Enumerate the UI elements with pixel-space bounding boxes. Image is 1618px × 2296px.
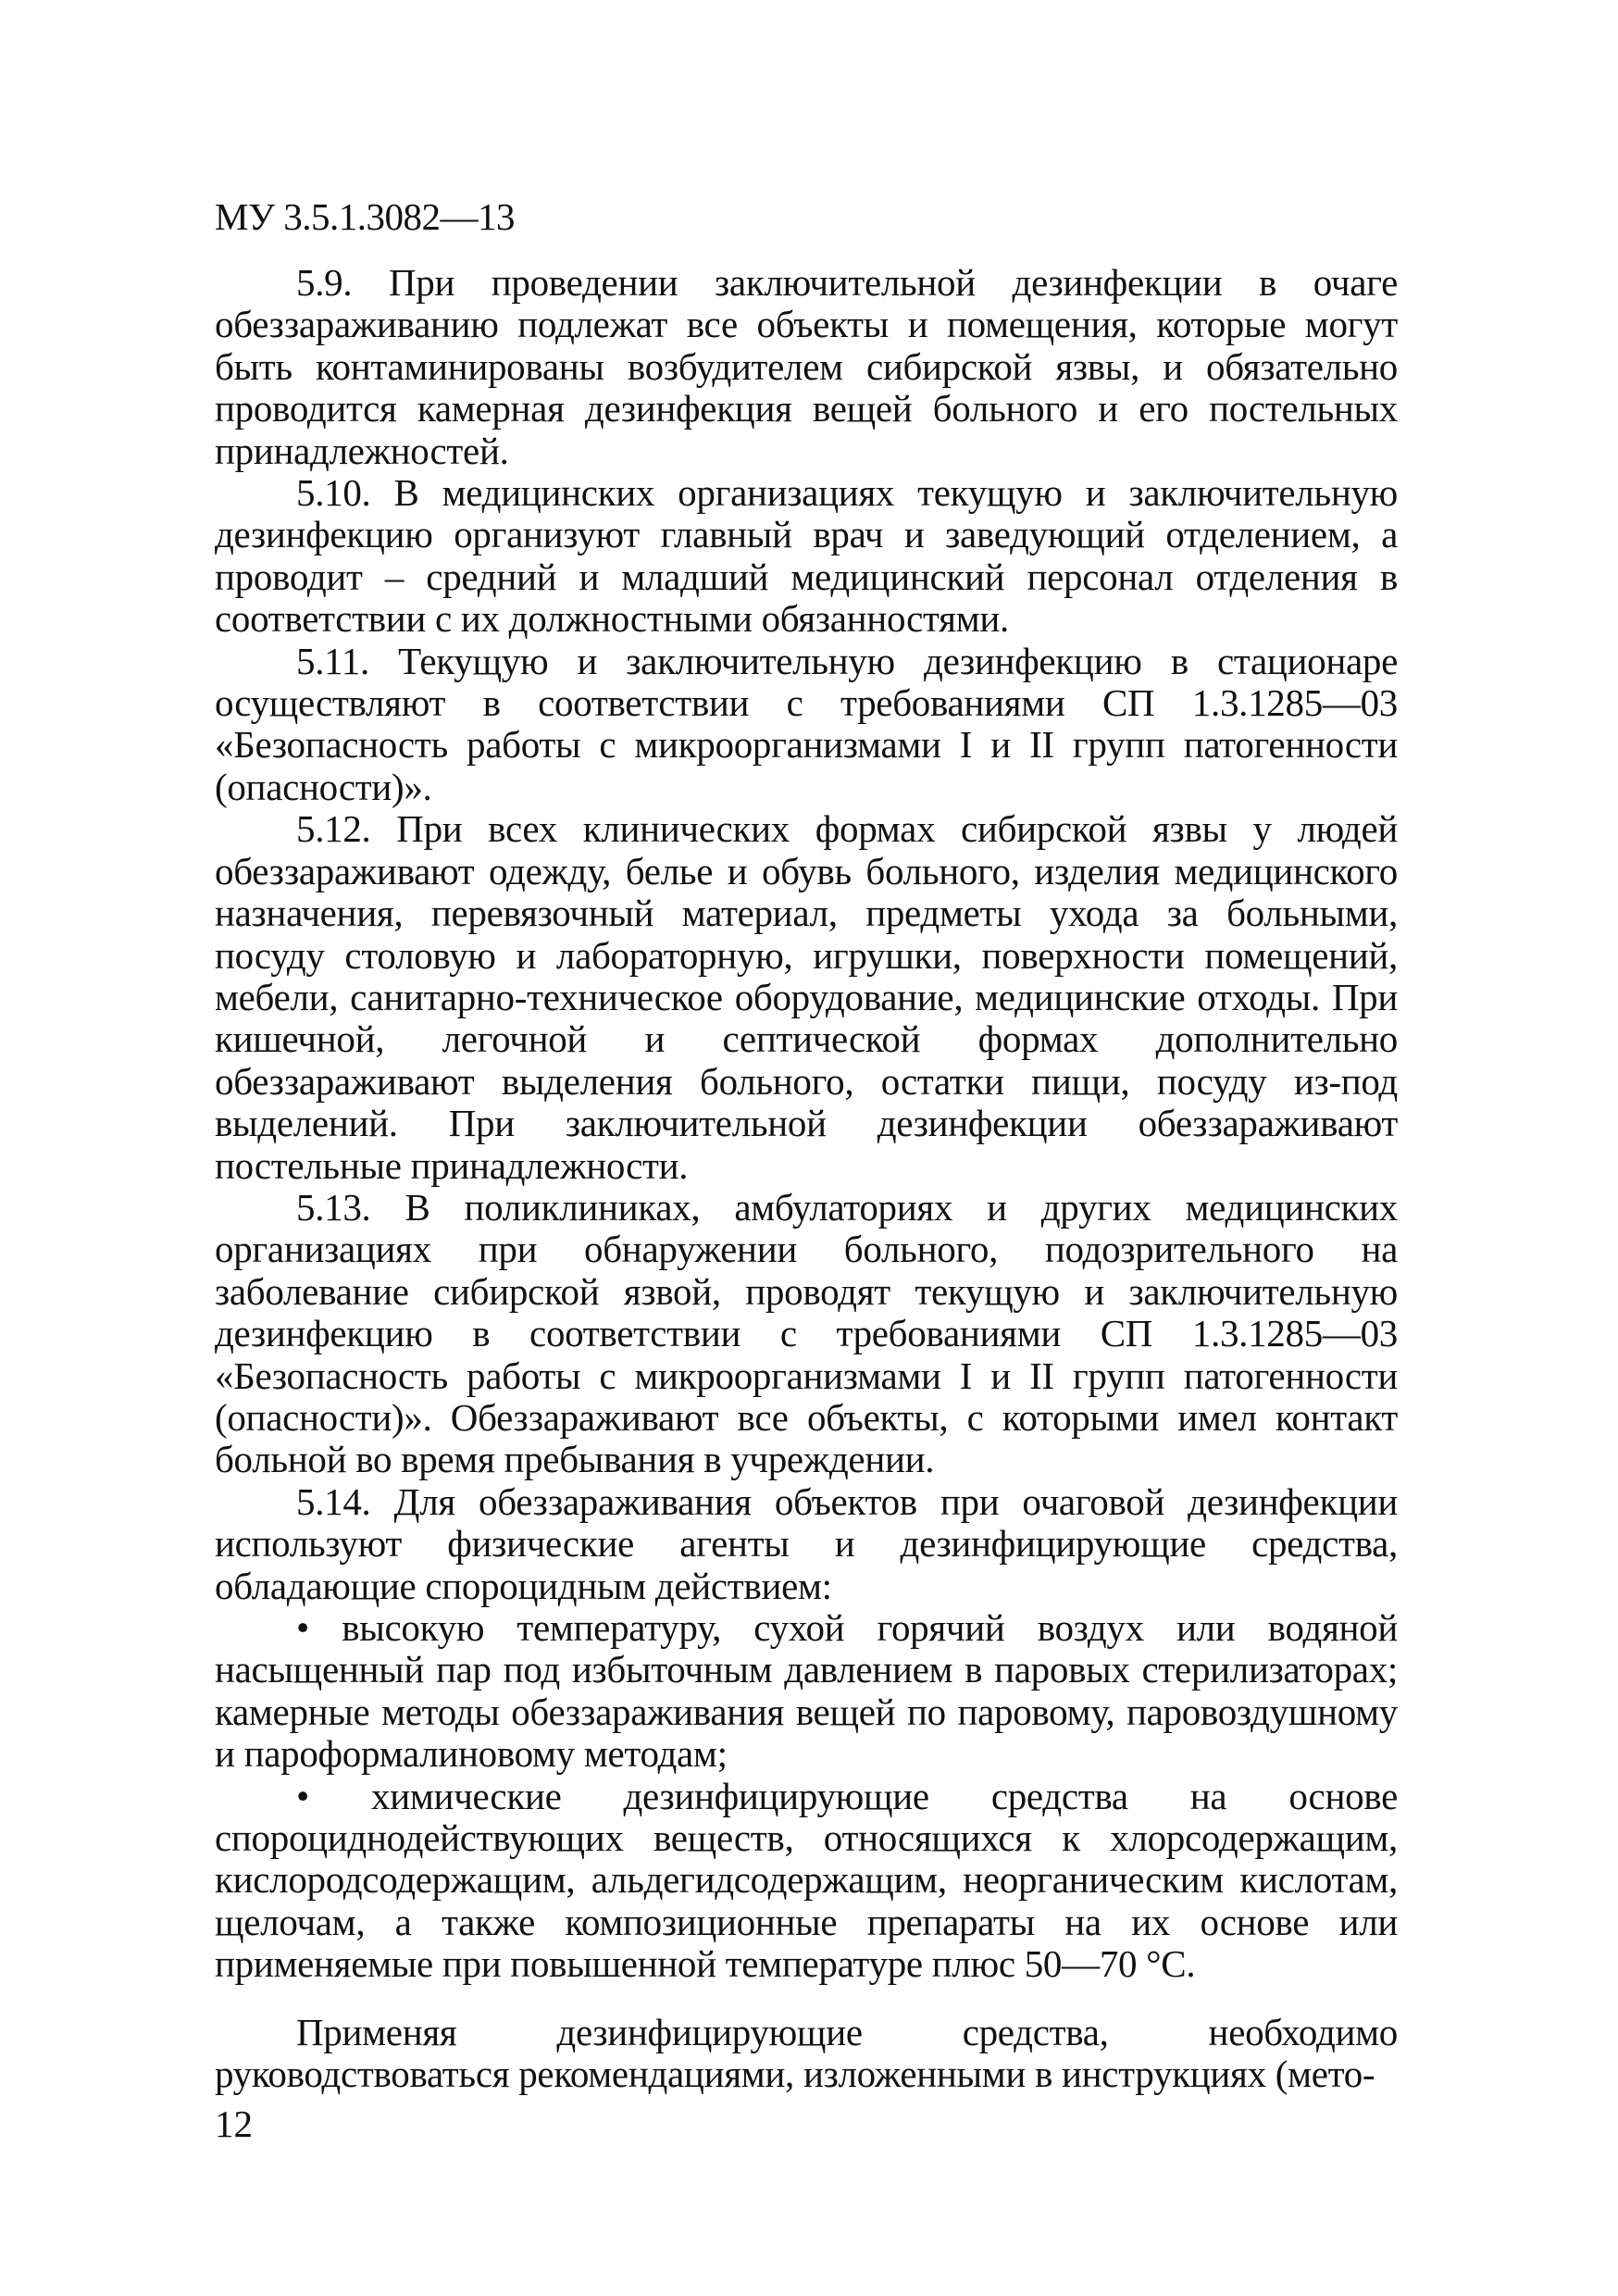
paragraph-5-11: 5.11. Текущую и заключительную дезинфекцию в стационаре осуществляют в соответствии с требованиями СП 1.3.1285—03 «Безопасность работы с микроорганизмами I и II групп патогенности (опасности)».	[215, 639, 1398, 808]
paragraph-5-13: 5.13. В поликлиниках, амбулаториях и других медицинских организациях при обнаружении больного, подозрительного на заболевание сибирской язвой, проводят текущую и заключительную дезинфекцию в соответствии с требованиями СП 1.3.1285—03 «Безопасность работы с микроорганизмами I и II групп патогенности (опасности)». Обеззараживают все объекты, с которыми имел контакт больной во время пребывания в учреждении.	[215, 1185, 1398, 1481]
paragraph-5-10: 5.10. В медицинских организациях текущую и заключительную дезинфекцию организуют главный врач и заведующий отделением, а проводит – средний и младший медицинский персонал отделения в соответствии с их должностными обязанностями.	[215, 471, 1398, 641]
page-number: 12	[215, 2103, 253, 2145]
bullet-item-high-temperature: • высокую температуру, сухой горячий воздух или водяной насыщенный пар под избыточным давлением в паровых стерилизаторах; камерные методы обеззараживания вещей по паровому, паровоздушному и пароформалиновому методам;	[215, 1606, 1398, 1776]
bullet-item-chemical-agents: • химические дезинфицирующие средства на основе спороциднодействующих веществ, относящихся к хлорсодержащим, кислородсодержащим, альдегидсодержащим, неорганическим кислотам, щелочам, а также композиционные препараты на их основе или применяемые при повышенной температуре плюс 50—70 °С.	[215, 1774, 1398, 1986]
paragraph-5-14: 5.14. Для обеззараживания объектов при очаговой дезинфекции используют физические агенты и дезинфицирующие средства, обладающие спороцидным действием:	[215, 1479, 1398, 1607]
closing-paragraph: Применяя дезинфицирующие средства, необходимо руководствоваться рекомендациями, изложенными в инструкциях (мето-	[215, 2010, 1398, 2096]
document-code-header: МУ 3.5.1.3082—13	[215, 195, 515, 238]
paragraph-5-9: 5.9. При проведении заключительной дезинфекции в очаге обеззараживанию подлежат все объекты и помещения, которые могут быть контаминированы возбудителем сибирской язвы, и обязательно проводится камерная дезинфекция вещей больного и его постельных принадлежностей.	[215, 261, 1398, 472]
paragraph-5-12: 5.12. При всех клинических формах сибирской язвы у людей обеззараживают одежду, белье и обувь больного, изделия медицинского назначения, перевязочный материал, предметы ухода за больными, посуду столовую и лабораторную, игрушки, поверхности помещений, мебели, санитарно-техническое оборудование, медицинские отходы. При кишечной, легочной и септической формах дополнительно обеззараживают выделения больного, остатки пищи, посуду из-под выделений. При заключительной дезинфекции обеззараживают постельные принадлежности.	[215, 807, 1398, 1187]
document-body	[215, 262, 1398, 2095]
